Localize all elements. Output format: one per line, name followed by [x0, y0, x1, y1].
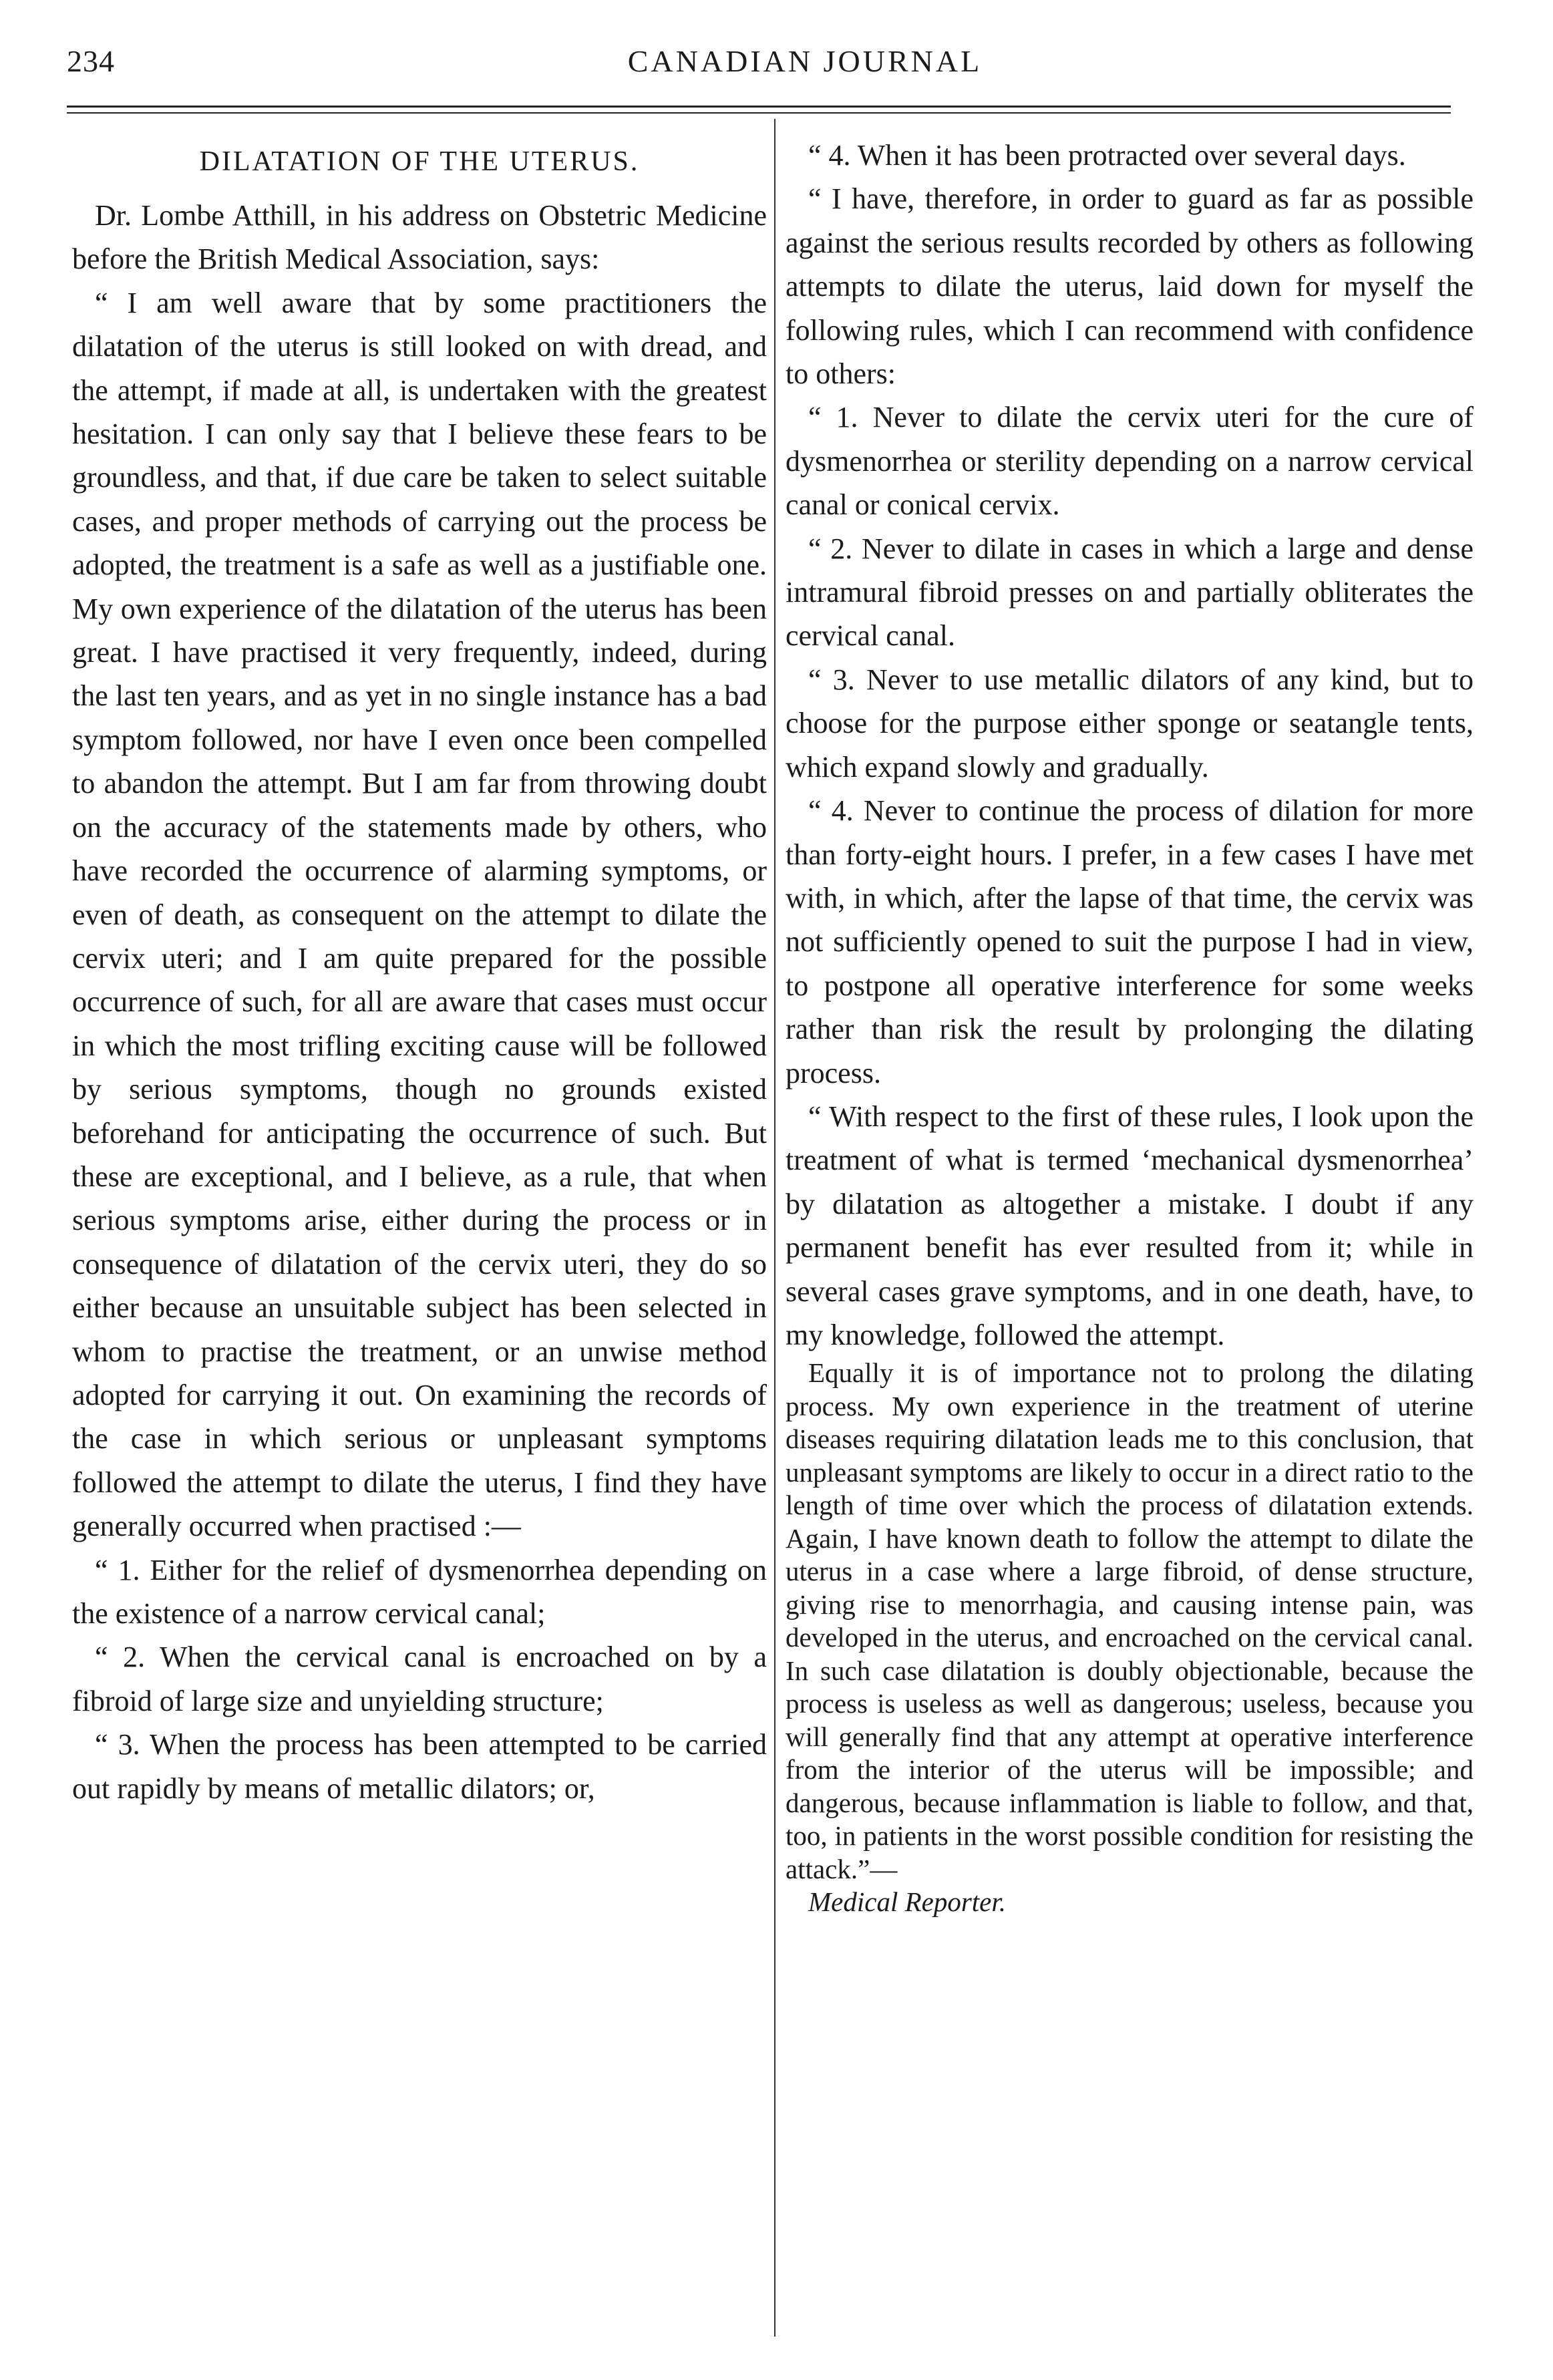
rule-item-4: “ 4. Never to continue the process of dilation for more than forty-eight hours. I prefer, in a few cases I have met with, in which, after the lapse of that time, the cervix was not sufficiently opened to suit the purpose I had in view, to postpone all operative interference for some weeks rather than risk the result by prolonging the dilating process. — [786, 794, 1474, 1089]
page-number: 234 — [67, 44, 115, 78]
rules-intro-paragraph: “ I have, therefore, in order to guard as far as possible against the serious results recorded by others as following attempts to dilate the uterus, laid down for myself the following rules, which I can recommend with confidence to others: — [786, 182, 1474, 391]
journal-title: CANADIAN JOURNAL — [627, 44, 983, 78]
rule-item-3: “ 3. Never to use metallic dilators of any kind, but to choose for the purpose either sponge or seatangle tents, which expand slowly and gradually. — [786, 663, 1474, 784]
case-item-2: “ 2. When the cervical canal is encroached on by a fibroid of large size and unyielding structure; — [72, 1641, 767, 1717]
header-rule — [67, 106, 1451, 108]
rule-item-1: “ 1. Never to dilate the cervix uteri for the cure of dysmenorrhea or sterility depending on a narrow cervical canal or conical cervix. — [786, 401, 1474, 522]
rule-item-2: “ 2. Never to dilate in cases in which a large and dense intramural fibroid presses on and partially obliterates the cervical canal. — [786, 532, 1474, 653]
commentary-continuation: Equally it is of importance not to prolong the dilating process. My own experience in the treatment of uterine diseases requiring dilatation leads me to this conclusion, that unpleasant symptoms are likely to occur in a direct ratio to the length of time over which the process of dilatation extends. Again, I have known death to follow the attempt to dilate the uterus in a case where a large fibroid, of dense structure, giving rise to menorrhagia, and causing intense pain, was developed in the uterus, and encroached on the cervical canal. In such case dilatation is doubly objectionable, because the process is useless as well as dangerous; useless, because you will generally find that any attempt at operative interference from the interior of the uterus will be impossible; and dangerous, because inflammation is liable to follow, and that, too, in patients in the worst possible condition for resisting the attack.”— — [786, 1357, 1474, 1884]
intro-paragraph: Dr. Lombe Atthill, in his address on Obstetric Medicine before the British Medical Association, says: — [72, 199, 767, 276]
right-column — [786, 134, 1474, 1919]
running-head — [67, 41, 1436, 81]
article-title: DILATATION OF THE UTERUS. — [199, 146, 640, 177]
case-item-1: “ 1. Either for the relief of dysmenorrhea depending on the existence of a narrow cervical canal; — [72, 1553, 767, 1630]
source-citation: Medical Reporter. — [808, 1886, 1007, 1918]
case-item-3: “ 3. When the process has been attempted to be carried out rapidly by means of metallic dilators; or, — [72, 1728, 767, 1805]
left-column — [72, 134, 767, 1810]
commentary-paragraph: “ With respect to the first of these rules, I look upon the treatment of what is termed ‘mechanical dysmenorrhea’ by dilatation as altogether a mistake. I doubt if any permanent benefit has ever resulted from it; while in several cases grave symptoms, and in one death, have, to my knowledge, followed the attempt. — [786, 1099, 1474, 1351]
column-divider — [774, 119, 775, 2337]
quote-paragraph: “ I am well aware that by some practitioners the dilatation of the uterus is still looked on with dread, and the attempt, if made at all, is undertaken with the greatest hesitation. I can only say that I believe these fears to be groundless, and that, if due care be taken to select suitable cases, and proper methods of carrying out the process be adopted, the treatment is a safe as well as a justifiable one. My own experience of the dilatation of the uterus has been great. I have practised it very frequently, indeed, during the last ten years, and as yet in no single instance has a bad symptom followed, nor have I even once been compelled to abandon the attempt. But I am far from throwing doubt on the accuracy of the statements made by others, who have recorded the occurrence of alarming symptoms, or even of death, as consequent on the attempt to dilate the cervix uteri; and I am quite prepared for the possible occurrence of such, for all are aware that cases must occur in which the most trifling exciting cause will be followed by serious symptoms, though no grounds existed beforehand for anticipating the occurrence of such. But these are exceptional, and I believe, as a rule, that when serious symptoms arise, either during the process or in consequence of dilatation of the cervix uteri, they do so either because an unsuitable subject has been selected in whom to practise the treatment, or an unwise method adopted for carrying it out. On examining the records of the case in which serious or unpleasant symptoms followed the attempt to dilate the uterus, I find they have generally occurred when practised :— — [72, 286, 767, 1543]
case-item-4: “ 4. When it has been protracted over several days. — [808, 139, 1406, 172]
header-rule-secondary — [67, 112, 1451, 114]
